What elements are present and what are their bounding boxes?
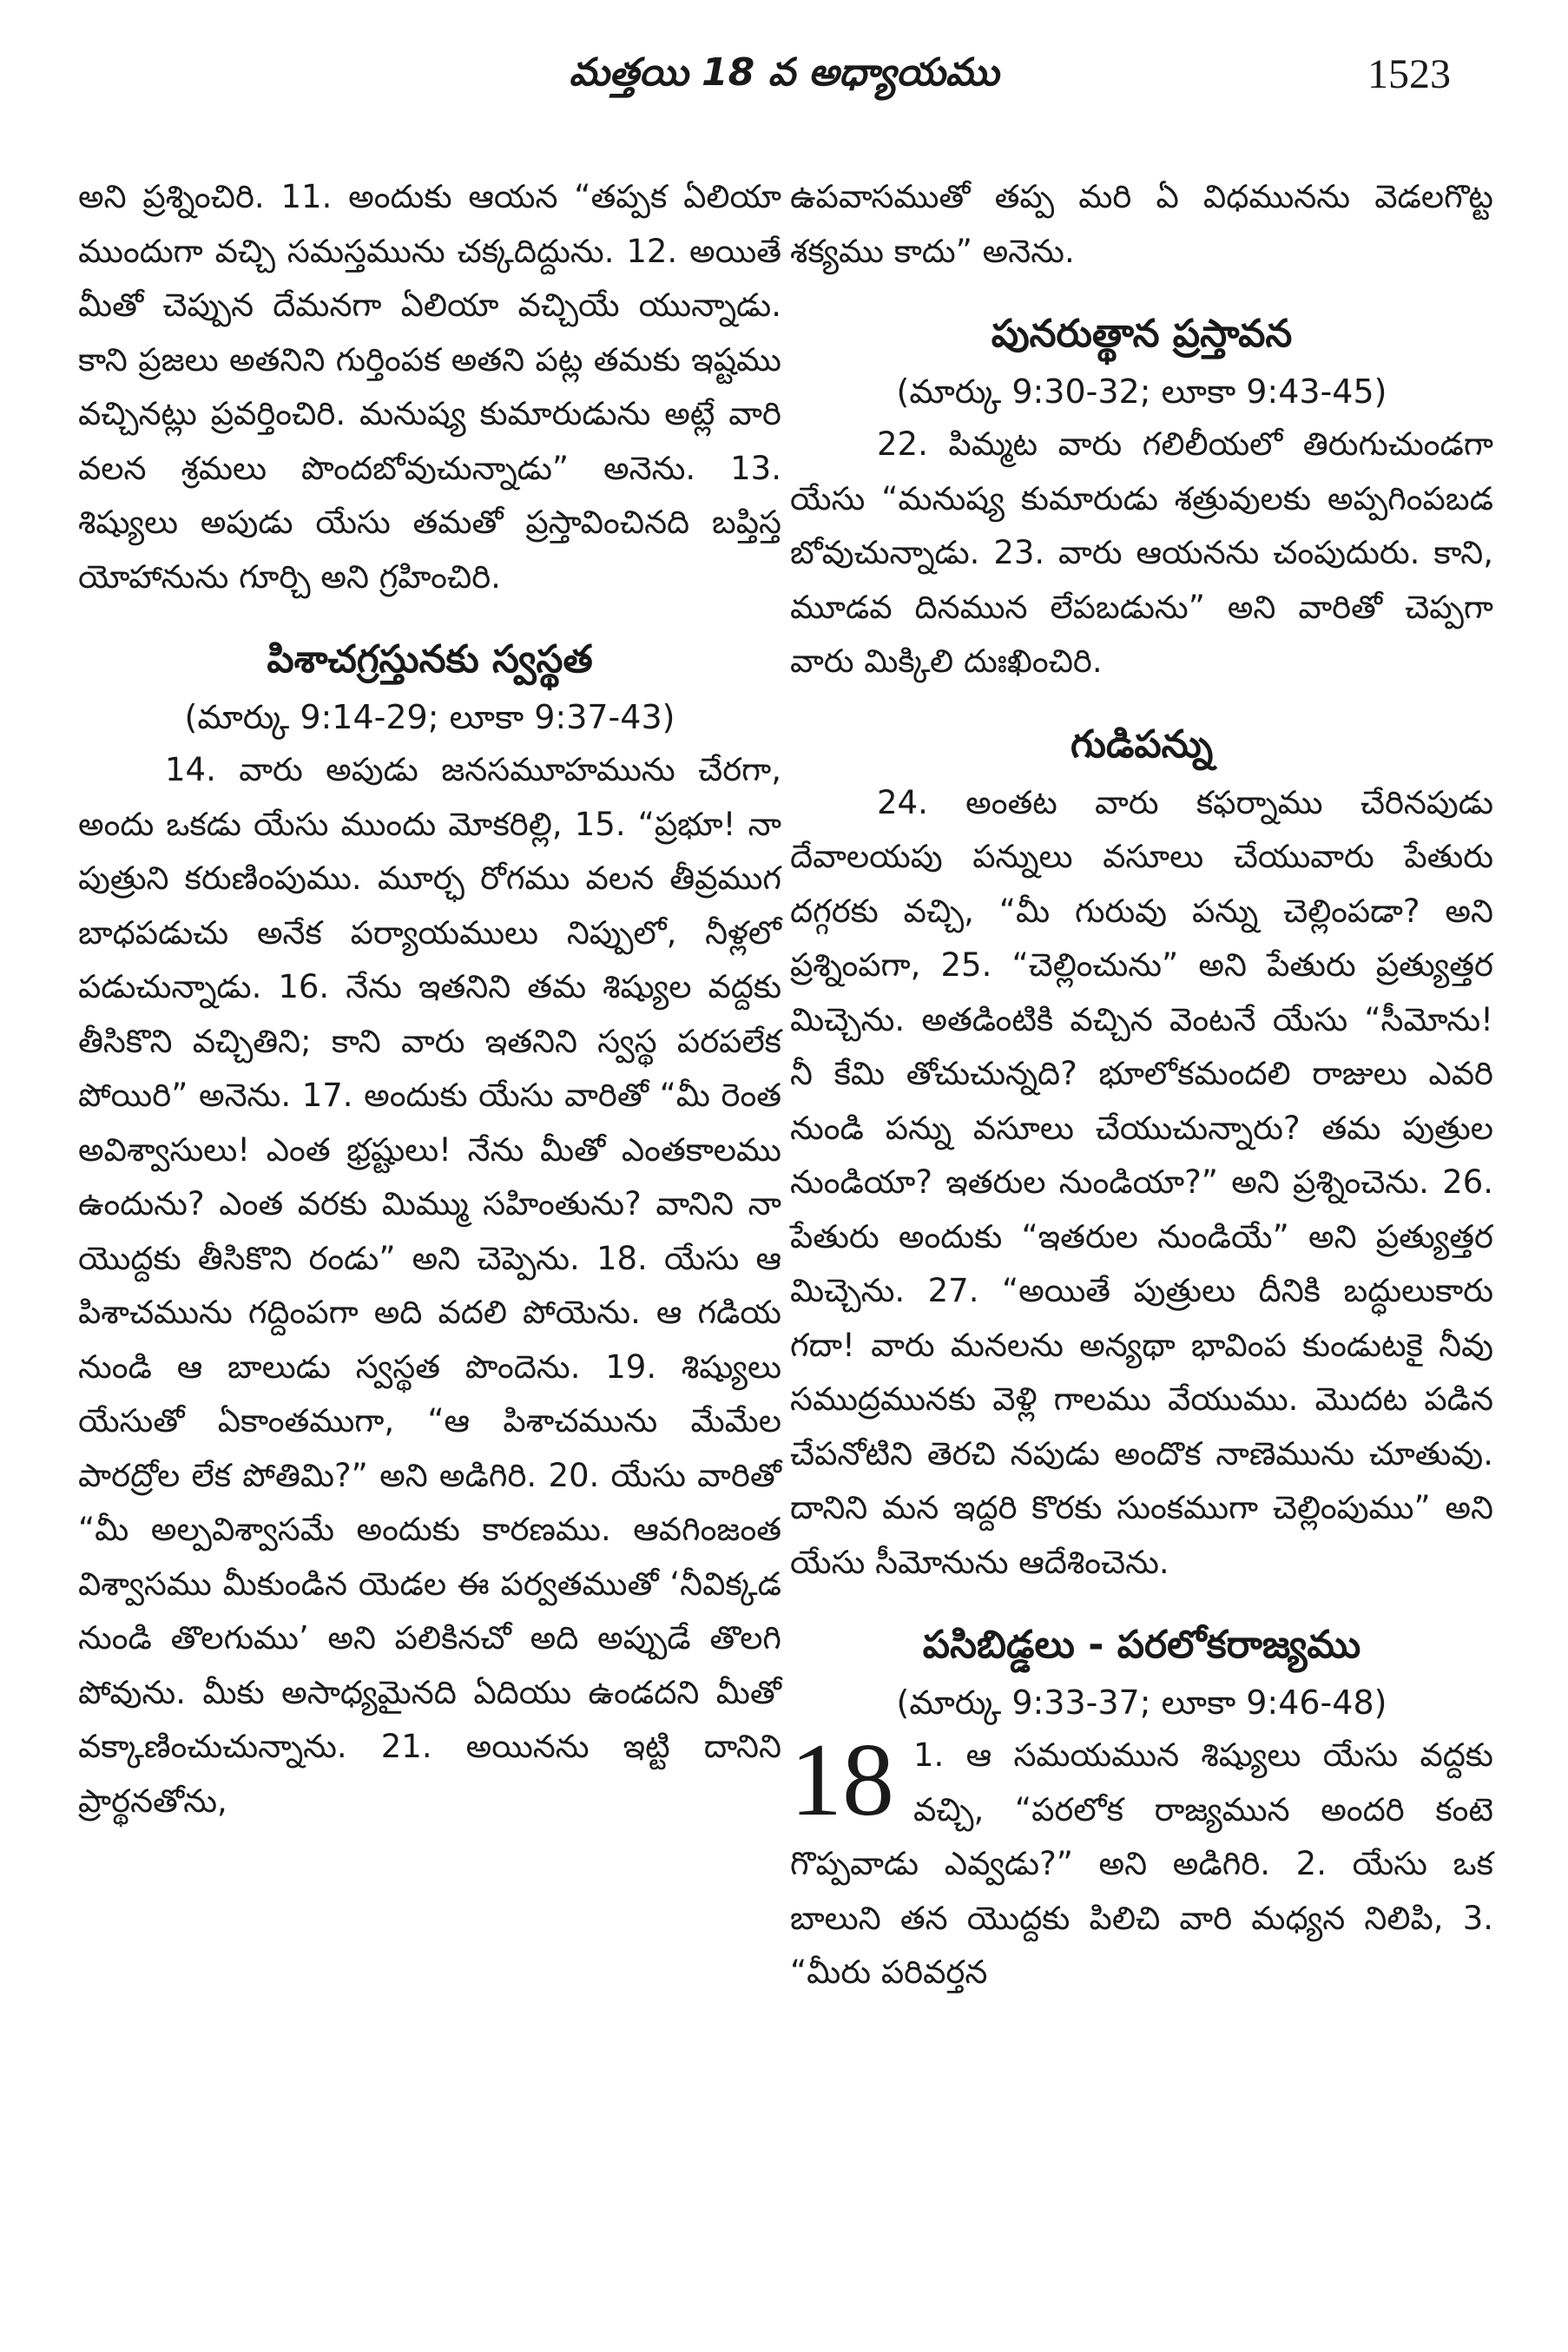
section-heading: పిశాచగ్రస్తునకు స్వస్థత <box>267 637 593 682</box>
section-heading: పునరుత్థాన ప్రస్తావన <box>991 312 1293 356</box>
cross-reference: (మార్కు 9:14-29; లూకా 9:37-43) <box>184 698 675 736</box>
page-number: 1523 <box>1367 51 1451 97</box>
paragraph: 24. అంతట వారు కఫర్నాము చేరినపుడు దేవాలయపు పన్నులు వసూలు చేయువారు పేతురు దగ్గరకు వచ్చి, “మీ గురువు పన్ను చెల్లింపడా? అని ప్రశ్నింపగా, 25. “చెల్లించును” అని పేతురు ప్రత్యుత్తర మిచ్చెను. అతడింటికి వచ్చిన వెంటనే యేసు “సీమోను! నీ కేమి తోచుచున్నది? భూలోకమందలి రాజులు ఎవరి నుండి పన్ను వసూలు చేయుచున్నారు? తమ పుత్రుల నుండియా? ఇతరుల నుండియా?” అని ప్రశ్నించెను. 26. పేతురు అందుకు “ఇతరుల నుండియే” అని ప్రత్యుత్తర మిచ్చెను. 27. “అయితే పుత్రులు దీనికి బద్ధులుకారు గదా! వారు మనలను అన్యథా భావింప కుండుటకై నీవు సముద్రమునకు వెళ్లి గాలము వేయుము. మొదట పడిన చేపనోటిని తెరచి నపుడు అందొక నాణెమును చూతువు. దానిని మన ఇద్దరి కొరకు సుంకముగా చెల్లింపుము” అని యేసు సీమోనును ఆదేశించెను. <box>790 783 1493 1581</box>
paragraph: 22. పిమ్మట వారు గలిలీయలో తిరుగుచుండగా యేసు “మనుష్య కుమారుడు శత్రువులకు అప్పగింపబడ బోవుచున్నాడు. 23. వారు ఆయనను చంపుదురు. కాని, మూడవ దినమున లేపబడును” అని వారితో చెప్పగా వారు మిక్కిలి దుఃఖించిరి. <box>790 425 1493 680</box>
paragraph: 14. వారు అపుడు జనసమూహమును చేరగా, అందు ఒకడు యేసు ముందు మోకరిల్లి, 15. “ప్రభూ! నా పుత్రుని కరుణింపుము. మూర్ఛ రోగము వలన తీవ్రముగ బాధపడుచు అనేక పర్యాయములు నిప్పులో, నీళ్లలో పడుచున్నాడు. 16. నేను ఇతనిని తమ శిష్యుల వద్దకు తీసికొని వచ్చితిని; కాని వారు ఇతనిని స్వస్థ పరపలేక పోయిరి” అనెను. 17. అందుకు యేసు వారితో “మీ రెంత అవిశ్వాసులు! ఎంత భ్రష్టులు! నేను మీతో ఎంతకాలము ఉందును? ఎంత వరకు మిమ్ము సహింతును? వానిని నా యొద్దకు తీసికొని రండు” అని చెప్పెను. 18. యేసు ఆ పిశాచమును గద్దింపగా అది వదలి పోయెను. ఆ గడియ నుండి ఆ బాలుడు స్వస్థత పొందెను. 19. శిష్యులు యేసుతో ఏకాంతముగా, “ఆ పిశాచమును మేమేల పారద్రోల లేక పోతిమి?” అని అడిగిరి. 20. యేసు వారితో “మీ అల్పవిశ్వాసమే అందుకు కారణము. ఆవగింజంత విశ్వాసము మీకుండిన యెడల ఈ పర్వతముతో ‘నీవిక్కడ నుండి తొలగుము’ అని పలికినచో అది అప్పుడే తొలగి పోవును. మీకు అసాధ్యమైనది ఏదియు ఉండదని మీతో వక్కాణించుచున్నాను. 21. అయినను ఇట్టి దానిని ప్రార్థనతోను, <box>78 751 781 1820</box>
section-heading: గుడిపన్ను <box>1070 721 1214 767</box>
chapter-number: 18 <box>790 1722 894 1837</box>
paragraph: అని ప్రశ్నించిరి. 11. అందుకు ఆయన “తప్పక ఏలియా ముందుగా వచ్చి సమస్తమును చక్కదిద్దును. 12. అయితే మీతో చెప్పున దేమనగా ఏలియా వచ్చియే యున్నాడు. కాని ప్రజలు అతనిని గుర్తింపక అతని పట్ల తమకు ఇష్టము వచ్చినట్లు ప్రవర్తించిరి. మనుష్య కుమారుడును అట్లే వారి వలన శ్రమలు పొందబోవుచున్నాడు” అనెను. 13. శిష్యులు అపుడు యేసు తమతో ప్రస్తావించినది బప్తిస్త యోహానును గూర్చి అని గ్రహించిరి. <box>78 178 781 596</box>
cross-reference: (మార్కు 9:33-37; లూకా 9:46-48) <box>896 1683 1387 1722</box>
paragraph: 1. ఆ సమయమున శిష్యులు యేసు వద్దకు వచ్చి, “పరలోక రాజ్యమున అందరి కంటె గొప్పవాడు ఎవ్వడు?” అని అడిగిరి. 2. యేసు ఒక బాలుని తన యొద్దకు పిలిచి వారి మధ్యన నిలిపి, 3. “మీరు పరివర్తన <box>790 1736 1493 1991</box>
right-column <box>790 170 1493 2000</box>
chapter-start <box>790 1722 1493 2000</box>
left-column <box>78 170 781 1828</box>
chapter-title: మత్తయి 18 వ అధ్యాయము <box>569 50 999 95</box>
section-heading: పసిబిడ్డలు - పరలోకరాజ్యము <box>922 1623 1361 1667</box>
cross-reference: (మార్కు 9:30-32; లూకా 9:43-45) <box>896 372 1387 411</box>
paragraph: ఉపవాసముతో తప్ప మరి ఏ విధమునను వెడలగొట్ట శక్యము కాదు” అనెను. <box>790 178 1493 270</box>
running-header <box>0 42 1568 111</box>
